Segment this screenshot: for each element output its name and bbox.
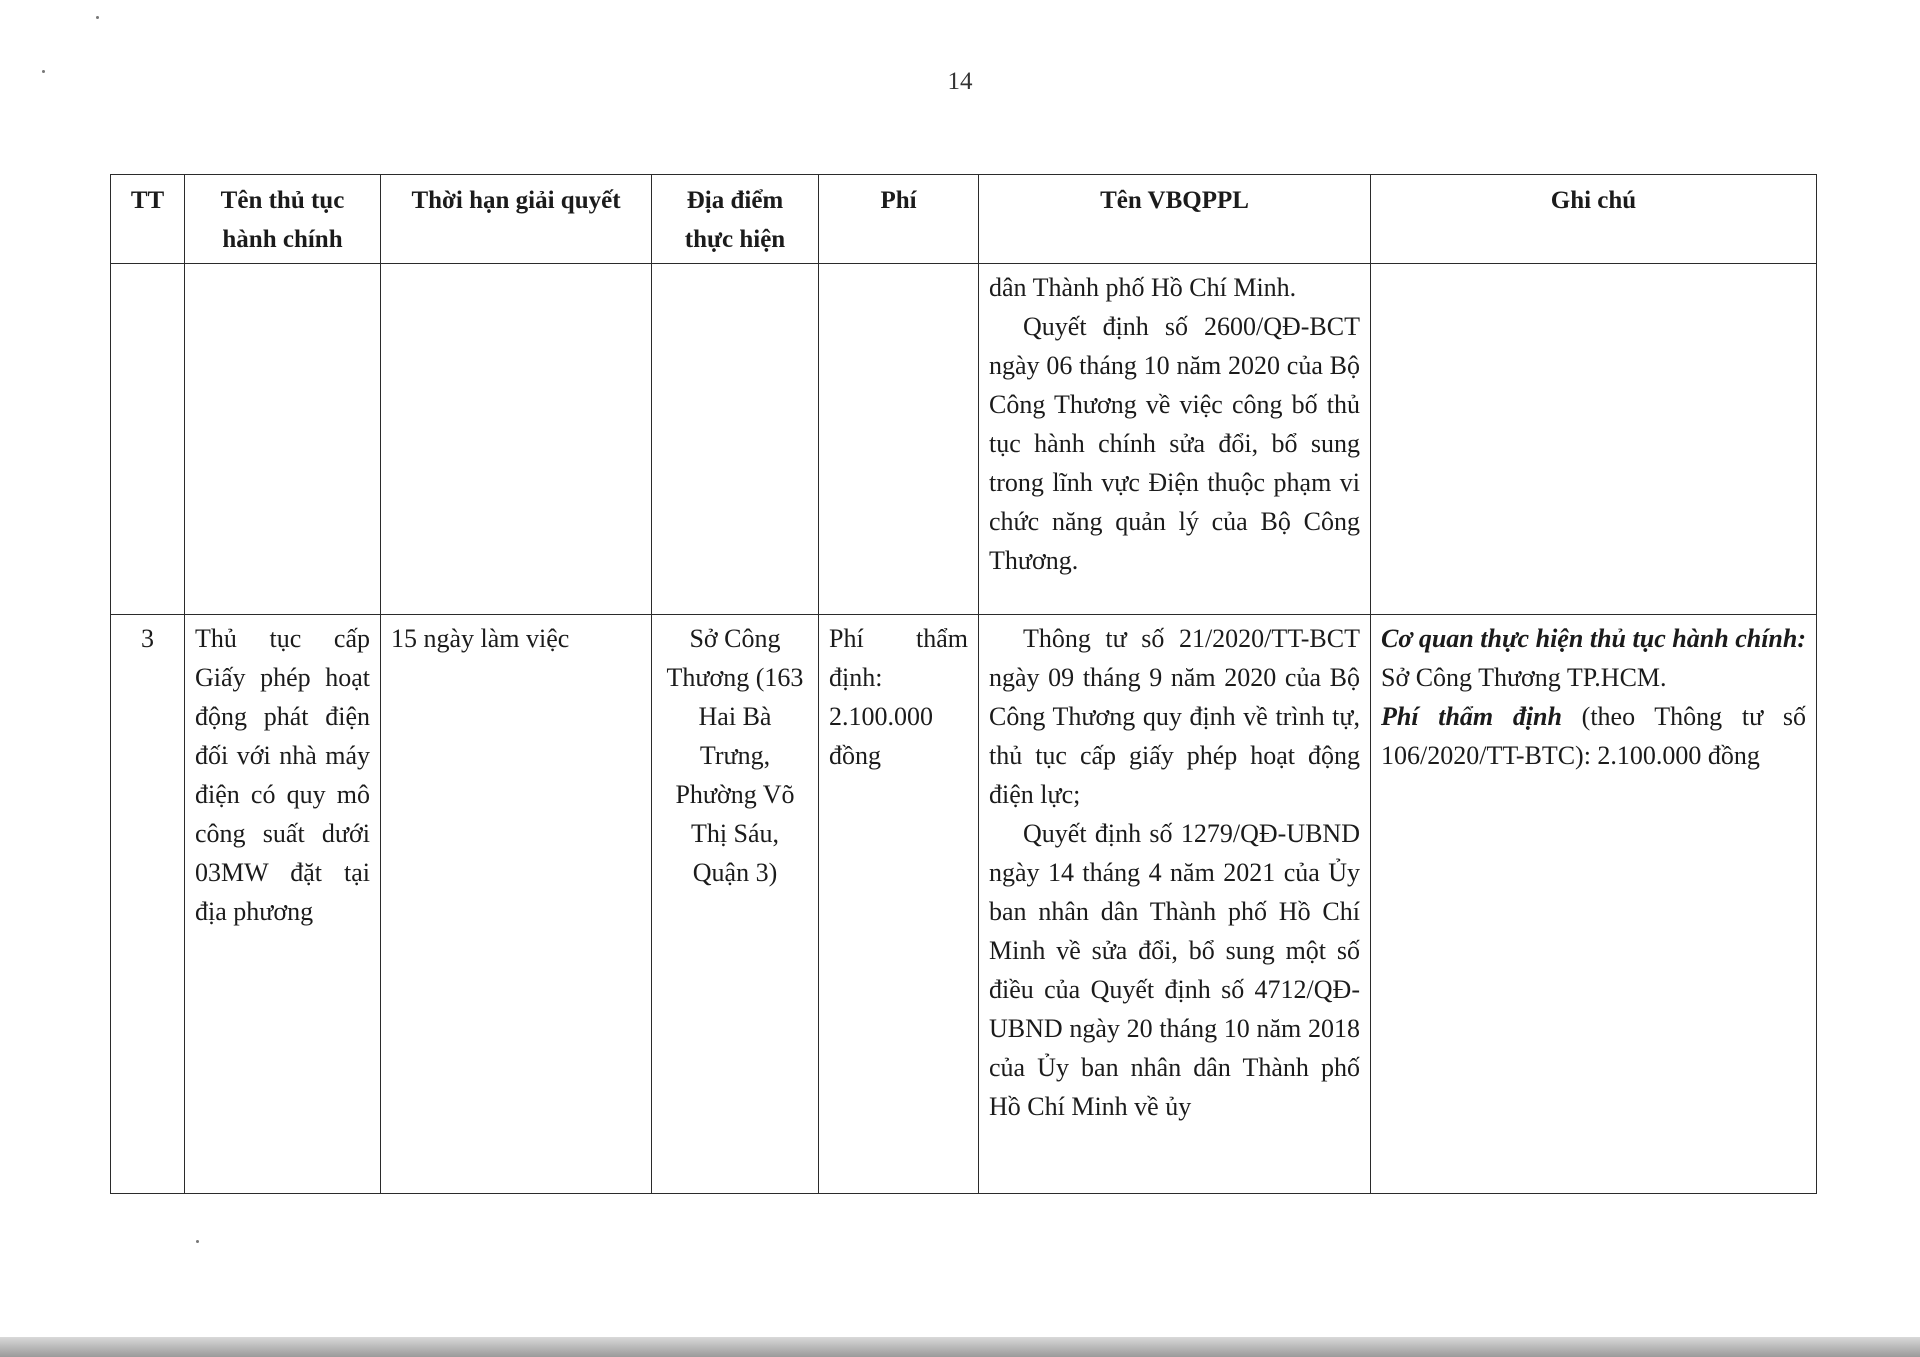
- header-procedure-name: Tên thủ tục hành chính: [185, 175, 381, 264]
- note-fee-label: Phí thẩm định: [1381, 702, 1562, 731]
- header-legal-documents: Tên VBQPPL: [979, 175, 1371, 264]
- legal-text-paragraph: Thông tư số 21/2020/TT-BCT ngày 09 tháng 9 năm 2020 của Bộ Công Thương quy định về trình tự, thủ tục cấp giấy phép hoạt động điện lực;: [989, 624, 1360, 809]
- table-header-row: [111, 175, 1817, 264]
- cell-procedure-name: [185, 264, 381, 615]
- table-row: [111, 615, 1817, 1194]
- header-tt: TT: [111, 175, 185, 264]
- cell-tt: 3: [111, 615, 185, 1194]
- cell-tt: [111, 264, 185, 615]
- legal-text-paragraph: Quyết định số 2600/QĐ-BCT ngày 06 tháng 10 năm 2020 của Bộ Công Thương về việc công bố thủ tục hành chính sửa đổi, bổ sung trong lĩnh vực Điện thuộc phạm vi chức năng quản lý của Bộ Công Thương.: [989, 312, 1360, 575]
- table-row-continued: [111, 264, 1817, 615]
- cell-procedure-name: Thủ tục cấp Giấy phép hoạt động phát điện đối với nhà máy điện có quy mô công suất dưới 03MW đặt tại địa phương: [185, 615, 381, 1194]
- header-location: Địa điểm thực hiện: [652, 175, 819, 264]
- cell-note: [1371, 615, 1817, 1194]
- header-note: Ghi chú: [1371, 175, 1817, 264]
- cell-legal-documents: [979, 264, 1371, 615]
- cell-location: [652, 264, 819, 615]
- legal-text-paragraph: Quyết định số 1279/QĐ-UBND ngày 14 tháng 4 năm 2021 của Ủy ban nhân dân Thành phố Hồ Chí Minh về sửa đổi, bổ sung một số điều của Quyết định số 4712/QĐ-UBND ngày 20 tháng 10 năm 2018 của Ủy ban nhân dân Thành phố Hồ Chí Minh về ủy: [989, 819, 1360, 1121]
- note-agency: [1381, 619, 1806, 697]
- cell-legal-documents: [979, 615, 1371, 1194]
- page-number: 14: [947, 68, 973, 95]
- cell-fee: [819, 264, 979, 615]
- note-fee-text: (theo Thông tư số 106/2020/TT-BTC): 2.100.000 đồng: [1381, 702, 1806, 770]
- note-fee: [1381, 697, 1806, 775]
- header-fee: Phí: [819, 175, 979, 264]
- legal-text-tail: dân Thành phố Hồ Chí Minh.: [989, 273, 1297, 302]
- scan-bottom-edge: [0, 1337, 1920, 1357]
- scan-speck: [96, 16, 99, 19]
- cell-deadline: [381, 264, 652, 615]
- header-deadline: Thời hạn giải quyết: [381, 175, 652, 264]
- cell-location: Sở Công Thương (163 Hai Bà Trưng, Phường Võ Thị Sáu, Quận 3): [652, 615, 819, 1194]
- cell-note: [1371, 264, 1817, 615]
- procedure-table: [110, 174, 1817, 1194]
- scan-speck: [196, 1240, 199, 1243]
- cell-fee: Phí thẩm định: 2.100.000 đồng: [819, 615, 979, 1194]
- note-agency-label: Cơ quan thực hiện thủ tục hành chính:: [1381, 624, 1806, 653]
- note-agency-text: Sở Công Thương TP.HCM.: [1381, 663, 1667, 692]
- cell-deadline: 15 ngày làm việc: [381, 615, 652, 1194]
